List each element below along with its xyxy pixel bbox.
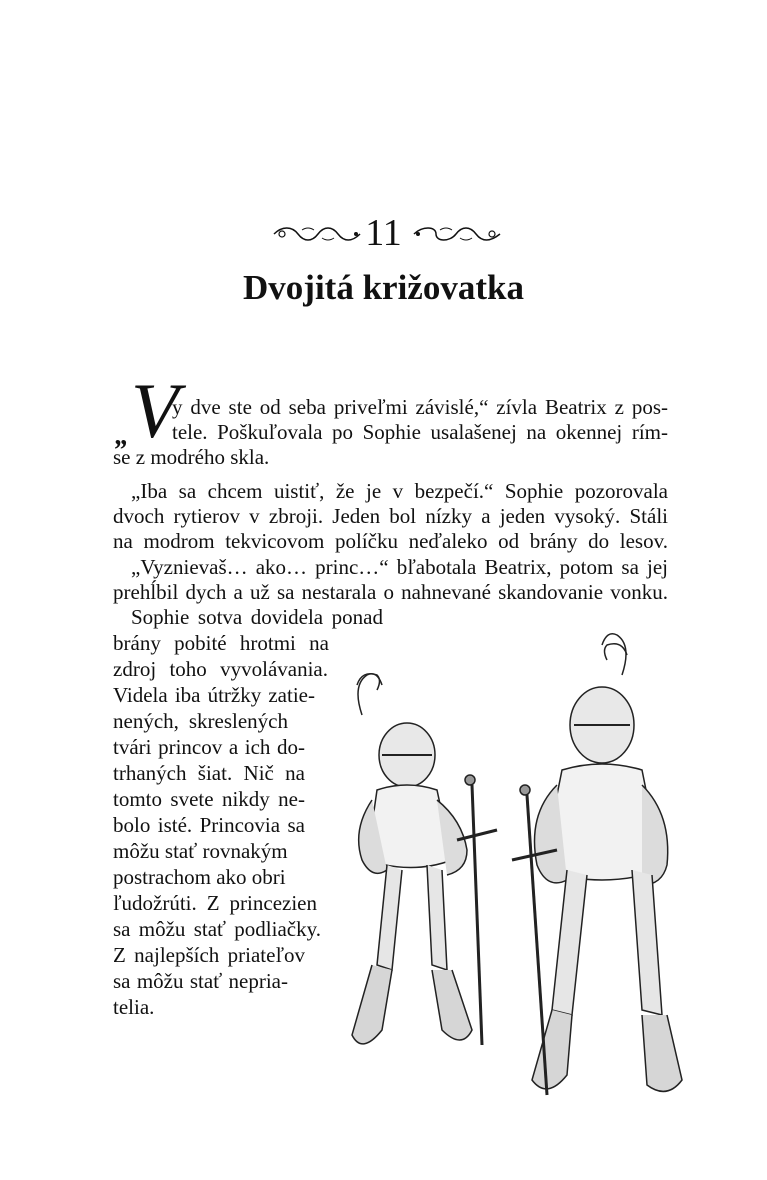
paragraph-2 (113, 479, 668, 554)
text-line: dvoch rytierov v zbroji. Jeden bol nízky a jeden vysoký. Stáli (113, 504, 668, 528)
text-line: môžu stať rovnakým (113, 839, 288, 863)
text-line: tomto svete nikdy ne- (113, 787, 305, 811)
text-line: se z modrého skla. (113, 445, 270, 469)
text-line: Sophie sotva dovidela ponad (131, 605, 383, 629)
two-knights-illustration (312, 625, 712, 1125)
text-line: postrachom ako obri (113, 865, 286, 889)
left-knight-icon (352, 674, 497, 1045)
text-line: tele. Poškuľovala po Sophie usalašenej na okennej rím- (172, 420, 668, 444)
chapter-number: 11 (365, 212, 402, 254)
flourish-right-icon (410, 224, 502, 244)
text-line: trhaných šiat. Nič na (113, 761, 305, 785)
text-line: „Vyznievaš… ako… princ…“ bľabotala Beatrix, potom sa jej (131, 555, 668, 579)
text-line: sa môžu stať nepria- (113, 969, 288, 993)
text-line: telia. (113, 995, 155, 1019)
paragraph-3 (113, 555, 668, 605)
paragraph-1-start (172, 395, 668, 445)
text-line: ľudožrúti. Z princezien (113, 891, 317, 915)
text-line: brány pobité hrotmi na (113, 631, 329, 655)
chapter-header (0, 210, 767, 260)
text-line: zdroj toho vyvolávania. (113, 657, 328, 681)
text-line: bolo isté. Princovia sa (113, 813, 305, 837)
text-line: prehĺbil dych a už sa nestarala o nahnevané skandovanie vonku. (113, 580, 668, 604)
right-knight-icon (512, 634, 682, 1095)
text-line: nených, skreslených (113, 709, 288, 733)
text-line: „Iba sa chcem uistiť, že je v bezpečí.“ Sophie pozorovala (131, 479, 668, 503)
text-line: y dve ste od seba priveľmi závislé,“ zívla Beatrix z pos- (172, 395, 668, 419)
text-line: tvári princov a ich do- (113, 735, 305, 759)
text-line: sa môžu stať podliačky. (113, 917, 321, 941)
drop-cap-letter: V (131, 367, 179, 454)
text-line: na modrom tekvicovom políčku neďaleko od brány do lesov. (113, 529, 668, 553)
text-line: Videla iba útržky zatie- (113, 683, 315, 707)
chapter-title: Dvojitá križovatka (243, 268, 524, 307)
drop-cap-quote: „ (115, 420, 129, 451)
text-line: Z najlepších priateľov (113, 943, 305, 967)
paragraph-1-end (113, 445, 668, 470)
